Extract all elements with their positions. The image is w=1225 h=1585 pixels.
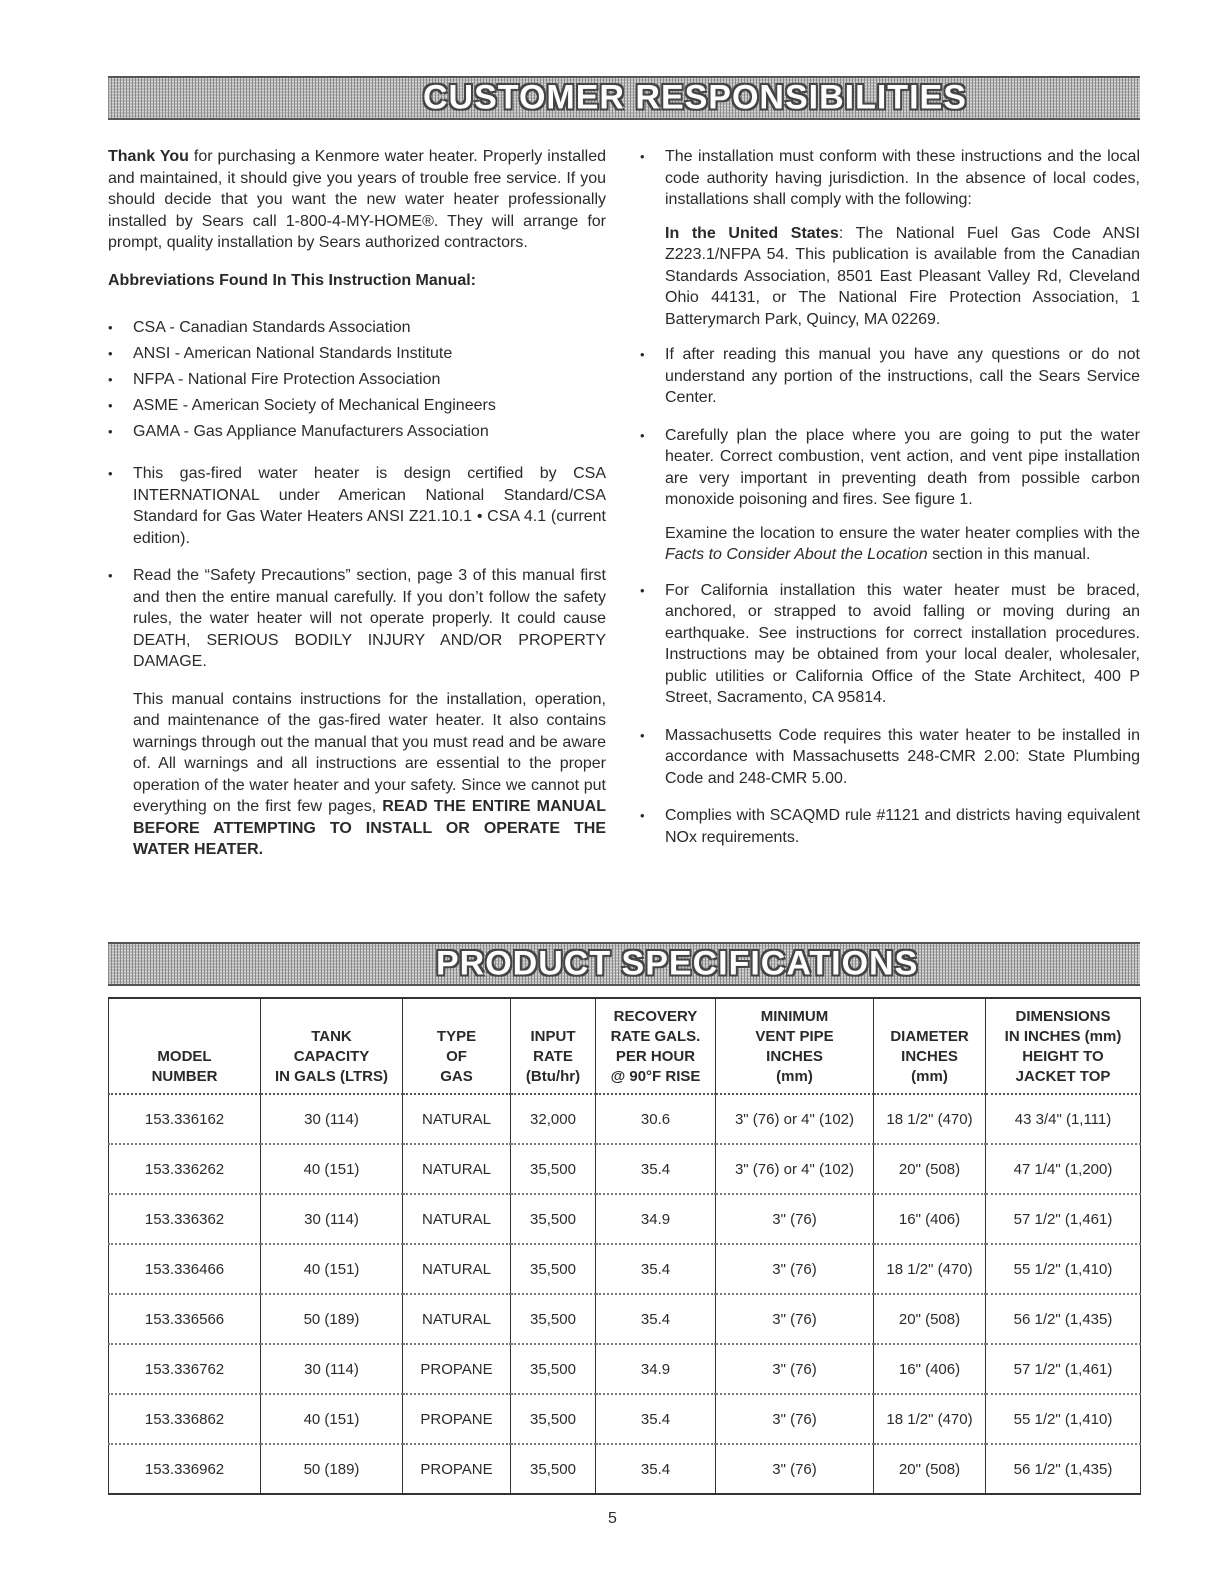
- right-column: [640, 146, 1140, 864]
- questions-bullet: • If after reading this manual you have any questions or do not understand any portion of the instructions, call the Sears Service Center.: [640, 344, 1140, 409]
- product-specifications-banner: [108, 942, 1140, 986]
- height-cell: 56 1/2" (1,435): [986, 1444, 1141, 1494]
- diameter-cell: 18 1/2" (470): [874, 1394, 986, 1444]
- column-header-vent-pipe: MINIMUM VENT PIPE INCHES (mm): [716, 998, 874, 1094]
- gas-type-cell: NATURAL: [403, 1294, 511, 1344]
- safety-precautions-bullet: • Read the “Safety Precautions” section, page 3 of this manual first and then the entire manual carefully. If you don’t follow the safety rules, the water heater will not operate properly. It could cause DEATH, SERIOUS BODILY INJURY AND/OR PROPERTY DAMAGE.: [108, 565, 606, 673]
- manual-contents-paragraph: [108, 689, 606, 861]
- examine-text-post: section in this manual.: [927, 546, 1091, 563]
- left-column: [108, 146, 606, 875]
- conform-bullet: • The installation must conform with these instructions and the local code authority having jurisdiction. In the absence of local codes, installations shall comply with the following:: [640, 146, 1140, 211]
- model-number-cell: 153.336162: [109, 1094, 261, 1144]
- intro-text: for purchasing a Kenmore water heater. Properly installed and maintained, it should give you years of trouble free service. If you should decide that you want the new water heater professionally installed by Sears call 1-800-4-MY-HOME®. They will arrange for prompt, quality installation by Sears authorized contractors.: [108, 148, 606, 251]
- height-cell: 56 1/2" (1,435): [986, 1294, 1141, 1344]
- gas-type-cell: NATURAL: [403, 1244, 511, 1294]
- input-rate-cell: 35,500: [511, 1394, 596, 1444]
- diameter-cell: 20" (508): [874, 1144, 986, 1194]
- vent-pipe-cell: 3" (76): [716, 1344, 874, 1394]
- recovery-rate-cell: 34.9: [596, 1194, 716, 1244]
- thank-you-label: Thank You: [108, 148, 189, 165]
- column-header-dimensions: DIMENSIONS IN INCHES (mm) HEIGHT TO JACKET TOP: [986, 998, 1141, 1094]
- read-manual-warning: READ THE ENTIRE MANUAL BEFORE ATTEMPTING TO INSTALL OR OPERATE THE WATER HEATER.: [133, 798, 606, 858]
- vent-pipe-cell: 3" (76) or 4" (102): [716, 1094, 874, 1144]
- diameter-cell: 20" (508): [874, 1444, 986, 1494]
- model-number-cell: 153.336762: [109, 1344, 261, 1394]
- table-row: [109, 1444, 1141, 1494]
- massachusetts-bullet: • Massachusetts Code requires this water heater to be installed in accordance with Massachusetts 248-CMR 2.00: State Plumbing Code and 248-CMR 5.00.: [640, 725, 1140, 790]
- height-cell: 57 1/2" (1,461): [986, 1344, 1141, 1394]
- list-item: • ANSI - American National Standards Institute: [108, 341, 606, 367]
- vent-pipe-cell: 3" (76): [716, 1244, 874, 1294]
- diameter-cell: 20" (508): [874, 1294, 986, 1344]
- gas-type-cell: PROPANE: [403, 1394, 511, 1444]
- vent-pipe-cell: 3" (76): [716, 1194, 874, 1244]
- table-row: [109, 1094, 1141, 1144]
- diameter-cell: 16" (406): [874, 1344, 986, 1394]
- examine-location-paragraph: [640, 523, 1140, 566]
- input-rate-cell: 35,500: [511, 1344, 596, 1394]
- gas-type-cell: PROPANE: [403, 1444, 511, 1494]
- recovery-rate-cell: 35.4: [596, 1394, 716, 1444]
- vent-pipe-cell: 3" (76): [716, 1444, 874, 1494]
- height-cell: 55 1/2" (1,410): [986, 1244, 1141, 1294]
- model-number-cell: 153.336566: [109, 1294, 261, 1344]
- table-row: [109, 1294, 1141, 1344]
- table-row: [109, 1344, 1141, 1394]
- gas-type-cell: PROPANE: [403, 1344, 511, 1394]
- diameter-cell: 16" (406): [874, 1194, 986, 1244]
- model-number-cell: 153.336862: [109, 1394, 261, 1444]
- table-row: [109, 1144, 1141, 1194]
- input-rate-cell: 32,000: [511, 1094, 596, 1144]
- recovery-rate-cell: 35.4: [596, 1444, 716, 1494]
- united-states-paragraph: [640, 223, 1140, 331]
- examine-text-pre: Examine the location to ensure the water heater complies with the: [665, 524, 1140, 542]
- table-row: [109, 1394, 1141, 1444]
- column-header-model-number: MODEL NUMBER: [109, 998, 261, 1094]
- gas-type-cell: NATURAL: [403, 1144, 511, 1194]
- tank-capacity-cell: 40 (151): [261, 1244, 403, 1294]
- vent-pipe-cell: 3" (76) or 4" (102): [716, 1144, 874, 1194]
- table-row: [109, 1194, 1141, 1244]
- recovery-rate-cell: 35.4: [596, 1294, 716, 1344]
- recovery-rate-cell: 35.4: [596, 1144, 716, 1194]
- california-bullet: • For California installation this water heater must be braced, anchored, or strapped to avoid falling or moving during an earthquake. See instructions for correct installation procedures. Instructions may be obtained from your local dealer, wholesaler, public utilities or California Office of the State Architect, 400 P Street, Sacramento, CA 95814.: [640, 580, 1140, 709]
- model-number-cell: 153.336262: [109, 1144, 261, 1194]
- input-rate-cell: 35,500: [511, 1444, 596, 1494]
- tank-capacity-cell: 30 (114): [261, 1344, 403, 1394]
- tank-capacity-cell: 50 (189): [261, 1294, 403, 1344]
- page-number: 5: [608, 1510, 617, 1527]
- list-item: • ASME - American Society of Mechanical Engineers: [108, 393, 606, 419]
- united-states-text: : The National Fuel Gas Code ANSI Z223.1/NFPA 54. This publication is available from the Canadian Standards Association, 8501 East Pleasant Valley Rd, Cleveland Ohio 44131, or The National Fire Protection Association, 1 Batterymarch Park, Quincy, MA 02269.: [665, 224, 1141, 328]
- recovery-rate-cell: 35.4: [596, 1244, 716, 1294]
- input-rate-cell: 35,500: [511, 1144, 596, 1194]
- gas-type-cell: NATURAL: [403, 1094, 511, 1144]
- column-header-tank-capacity: TANK CAPACITY IN GALS (LTRS): [261, 998, 403, 1094]
- plan-location-bullet: • Carefully plan the place where you are going to put the water heater. Correct combustion, vent action, and vent pipe installation are very important in preventing death from possible carbon monoxide poisoning and fires. See figure 1.: [640, 425, 1140, 511]
- banner-title: PRODUCT SPECIFICATIONS: [436, 944, 919, 983]
- abbreviations-heading: Abbreviations Found In This Instruction Manual:: [108, 271, 476, 289]
- vent-pipe-cell: 3" (76): [716, 1394, 874, 1444]
- recovery-rate-cell: 30.6: [596, 1094, 716, 1144]
- recovery-rate-cell: 34.9: [596, 1344, 716, 1394]
- banner-title: CUSTOMER RESPONSIBILITIES: [423, 78, 967, 117]
- column-header-recovery-rate: RECOVERY RATE GALS. PER HOUR @ 90°F RISE: [596, 998, 716, 1094]
- model-number-cell: 153.336962: [109, 1444, 261, 1494]
- list-item: • CSA - Canadian Standards Association: [108, 315, 606, 341]
- diameter-cell: 18 1/2" (470): [874, 1094, 986, 1144]
- certification-bullet: • This gas-fired water heater is design certified by CSA INTERNATIONAL under American National Standard/CSA Standard for Gas Water Heaters ANSI Z21.10.1 • CSA 4.1 (current edition).: [108, 463, 606, 549]
- model-number-cell: 153.336362: [109, 1194, 261, 1244]
- united-states-label: In the United States: [665, 224, 839, 242]
- abbreviations-list: [108, 315, 606, 445]
- table-row: [109, 1244, 1141, 1294]
- height-cell: 47 1/4" (1,200): [986, 1144, 1141, 1194]
- tank-capacity-cell: 50 (189): [261, 1444, 403, 1494]
- column-header-gas-type: TYPE OF GAS: [403, 998, 511, 1094]
- model-number-cell: 153.336466: [109, 1244, 261, 1294]
- intro-paragraph: [108, 146, 606, 254]
- customer-responsibilities-banner: [108, 76, 1140, 120]
- tank-capacity-cell: 30 (114): [261, 1194, 403, 1244]
- product-specifications-table: [108, 997, 1141, 1495]
- height-cell: 55 1/2" (1,410): [986, 1394, 1141, 1444]
- manual-contents-text: This manual contains instructions for the installation, operation, and maintenance of the gas-fired water heater. It also contains warnings through out the manual that you must read and be aware of. All warnings and all instructions are essential to the proper operation of the water heater and your safety. Since we cannot put everything on the first few pages,: [133, 690, 606, 815]
- list-item: • NFPA - National Fire Protection Association: [108, 367, 606, 393]
- tank-capacity-cell: 40 (151): [261, 1144, 403, 1194]
- gas-type-cell: NATURAL: [403, 1194, 511, 1244]
- input-rate-cell: 35,500: [511, 1244, 596, 1294]
- column-header-input-rate: INPUT RATE (Btu/hr): [511, 998, 596, 1094]
- vent-pipe-cell: 3" (76): [716, 1294, 874, 1344]
- height-cell: 43 3/4" (1,111): [986, 1094, 1141, 1144]
- tank-capacity-cell: 40 (151): [261, 1394, 403, 1444]
- diameter-cell: 18 1/2" (470): [874, 1244, 986, 1294]
- table-header-row: [109, 998, 1141, 1094]
- input-rate-cell: 35,500: [511, 1294, 596, 1344]
- column-header-diameter: DIAMETER INCHES (mm): [874, 998, 986, 1094]
- tank-capacity-cell: 30 (114): [261, 1094, 403, 1144]
- facts-section-reference: Facts to Consider About the Location: [665, 546, 928, 563]
- list-item: • GAMA - Gas Appliance Manufacturers Association: [108, 419, 606, 445]
- input-rate-cell: 35,500: [511, 1194, 596, 1244]
- height-cell: 57 1/2" (1,461): [986, 1194, 1141, 1244]
- scaqmd-bullet: • Complies with SCAQMD rule #1121 and districts having equivalent NOx requirements.: [640, 805, 1140, 848]
